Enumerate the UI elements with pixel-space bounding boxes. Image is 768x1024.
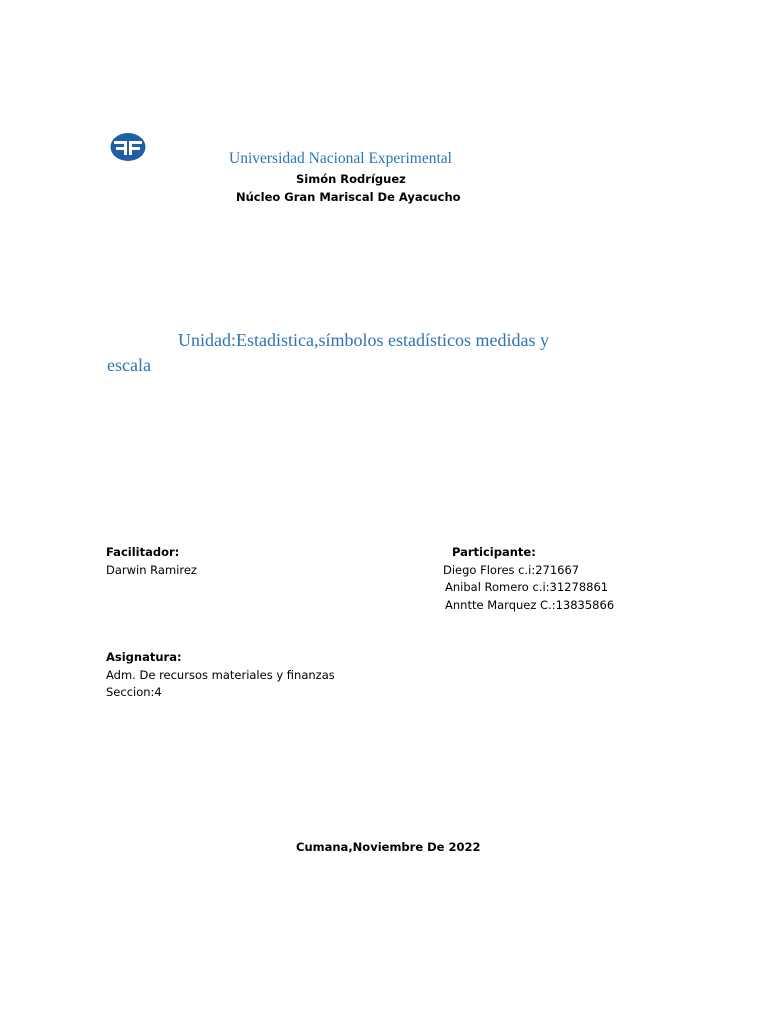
facilitator-name: Darwin Ramirez <box>106 563 197 577</box>
facilitator-label: Facilitador: <box>106 545 180 559</box>
participant-item: Diego Flores c.i:271667 <box>443 563 580 577</box>
campus-name: Núcleo Gran Mariscal De Ayacucho <box>236 190 461 204</box>
subject-name: Adm. De recursos materiales y finanzas <box>106 668 335 682</box>
place-date: Cumana,Noviembre De 2022 <box>296 840 481 854</box>
participant-item: Anntte Marquez C.:13835866 <box>445 598 615 612</box>
section-number: Seccion:4 <box>106 685 162 699</box>
university-name: Universidad Nacional Experimental <box>229 150 452 167</box>
unit-title-line2: escala <box>107 355 151 375</box>
university-logo-icon <box>110 132 146 162</box>
participants-label: Participante: <box>452 545 536 559</box>
university-name-line2: Simón Rodríguez <box>296 172 406 186</box>
unit-title-line1: Unidad:Estadistica,símbolos estadísticos medidas y <box>178 330 549 350</box>
participant-item: Anibal Romero c.i:31278861 <box>445 580 609 594</box>
subject-label: Asignatura: <box>106 650 182 664</box>
